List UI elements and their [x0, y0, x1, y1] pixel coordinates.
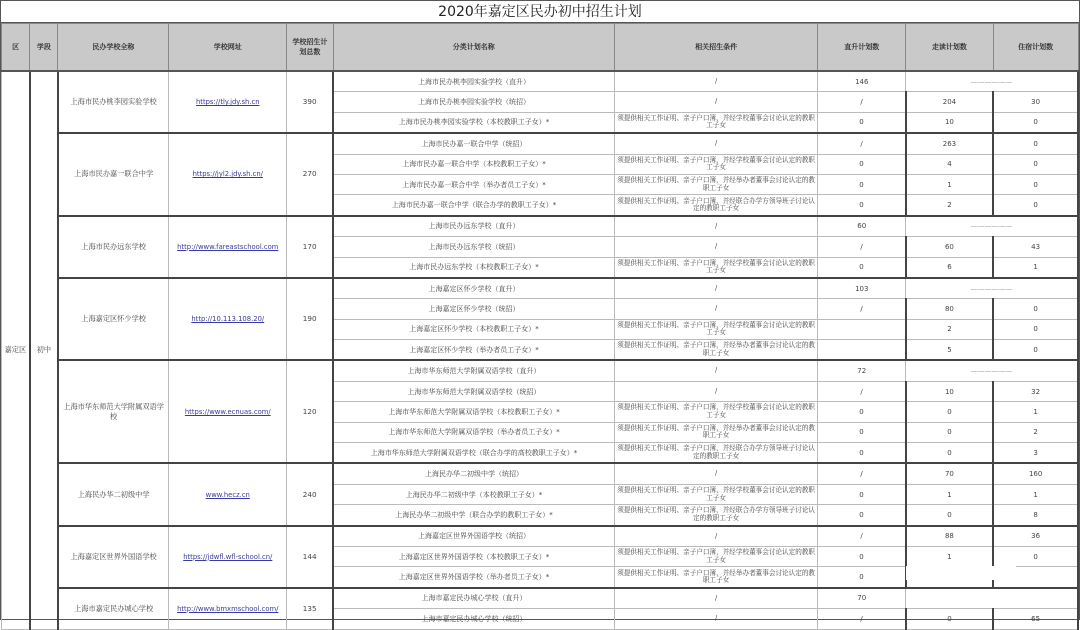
plan-name: 上海市民办远东学校（本校教职工子女）*: [333, 257, 614, 278]
plan-conditions: 须提供相关工作证明、亲子户口簿，并经学校董事会讨论认定的教职工子女: [614, 154, 818, 174]
day-count: 2: [906, 319, 994, 339]
plan-name: 上海市嘉定民办城心学校（统招）: [333, 609, 614, 629]
day-count: 0: [906, 443, 994, 464]
school-website-link[interactable]: http://www.bmxmschool.com/: [169, 588, 287, 629]
boarding-count: 0: [993, 340, 1078, 361]
boarding-count: 0: [993, 174, 1078, 194]
boarding-count: 160: [993, 463, 1078, 484]
plan-conditions: 须提供相关工作证明、亲子户口簿，并经举办者董事会讨论认定的教职工子女: [614, 340, 818, 361]
school-name: 上海嘉定区怀少学校: [58, 278, 169, 361]
plan-conditions: 须提供相关工作证明、亲子户口簿，并经学校董事会讨论认定的教职工子女: [614, 319, 818, 339]
direct-count: 70: [818, 588, 906, 609]
direct-count: /: [818, 609, 906, 629]
school-website-link[interactable]: https://www.ecnuas.com/: [169, 360, 287, 463]
plan-conditions: 须提供相关工作证明、亲子户口簿，并经学校董事会讨论认定的教职工子女: [614, 546, 818, 566]
table-row: [2, 71, 1079, 92]
plan-conditions: 须提供相关工作证明、亲子户口簿，并经学校董事会讨论认定的教职工子女: [614, 257, 818, 278]
boarding-count: 36: [993, 526, 1078, 547]
plan-conditions: 须提供相关工作证明、亲子户口簿，并经学校董事会讨论认定的教职工子女: [614, 484, 818, 504]
header-total: 学校招生计划总数: [287, 24, 333, 72]
day-count: 263: [906, 133, 994, 154]
plan-conditions: /: [614, 133, 818, 154]
school-website-link[interactable]: http://10.113.108.20/: [169, 278, 287, 361]
day-count: 0: [906, 422, 994, 442]
direct-count: 0: [818, 195, 906, 216]
direct-count: /: [818, 526, 906, 547]
plan-name: 上海市民办嘉一联合中学（举办者员工子女）*: [333, 174, 614, 194]
plan-name: 上海市民办远东学校（统招）: [333, 237, 614, 257]
day-count: 0: [906, 609, 994, 629]
plan-name: 上海嘉定区怀少学校（本校教职工子女）*: [333, 319, 614, 339]
header-day: 走读计划数: [906, 24, 994, 72]
direct-count: /: [818, 92, 906, 112]
school-name: 上海市华东师范大学附属双语学校: [58, 360, 169, 463]
table-row: [2, 278, 1079, 299]
direct-count: /: [818, 133, 906, 154]
table-row: [2, 526, 1079, 547]
day-count: 10: [906, 112, 994, 133]
table-body: [2, 71, 1079, 629]
school-name: 上海市民办桃李园实验学校: [58, 71, 169, 133]
direct-count: 60: [818, 216, 906, 237]
header-category: 分类计划名称: [333, 24, 614, 72]
table-row: [2, 133, 1079, 154]
enrollment-table: [1, 23, 1079, 630]
school-name: 上海市民办远东学校: [58, 216, 169, 278]
plan-conditions: 须提供相关工作证明、亲子户口簿，并经联合办学方领导班子讨论认定的教职工子女: [614, 443, 818, 464]
plan-conditions: /: [614, 609, 818, 629]
table-row: [2, 588, 1079, 609]
header-website: 学校网址: [169, 24, 287, 72]
day-boarding-merged: ——————: [906, 278, 1078, 299]
plan-conditions: /: [614, 381, 818, 401]
boarding-count: 43: [993, 237, 1078, 257]
day-count: 1: [906, 546, 994, 566]
plan-conditions: 须提供相关工作证明、亲子户口簿，并经学校董事会讨论认定的教职工子女: [614, 112, 818, 133]
day-count: 1: [906, 174, 994, 194]
boarding-count: 2: [993, 422, 1078, 442]
school-name: 上海嘉定区世界外国语学校: [58, 526, 169, 588]
day-count: 70: [906, 463, 994, 484]
plan-name: 上海市民办嘉一联合中学（本校教职工子女）*: [333, 154, 614, 174]
school-total: 190: [287, 278, 333, 361]
boarding-count: 8: [993, 505, 1078, 526]
boarding-count: 0: [993, 133, 1078, 154]
day-count: 0: [906, 402, 994, 422]
plan-name: 上海市民办嘉一联合中学（统招）: [333, 133, 614, 154]
plan-conditions: 须提供相关工作证明、亲子户口簿，并经举办者董事会讨论认定的教职工子女: [614, 174, 818, 194]
direct-count: /: [818, 299, 906, 319]
table-row: [2, 216, 1079, 237]
day-count: 60: [906, 237, 994, 257]
plan-name: 上海市华东师范大学附属双语学校（统招）: [333, 381, 614, 401]
plan-conditions: /: [614, 216, 818, 237]
boarding-count: 65: [993, 609, 1078, 629]
table-row: [2, 360, 1079, 381]
boarding-count: 3: [993, 443, 1078, 464]
plan-name: 上海市民办桃李园实验学校（直升）: [333, 71, 614, 92]
boarding-count: 32: [993, 381, 1078, 401]
plan-conditions: /: [614, 92, 818, 112]
table-row: [2, 463, 1079, 484]
boarding-count: 0: [993, 546, 1078, 566]
stage-cell: 初中: [30, 71, 58, 629]
header-conditions: 相关招生条件: [614, 24, 818, 72]
school-total: 144: [287, 526, 333, 588]
boarding-count: 1: [993, 402, 1078, 422]
plan-name: 上海民办华二初级中学（统招）: [333, 463, 614, 484]
plan-name: 上海嘉定区世界外国语学校（举办者员工子女）*: [333, 567, 614, 588]
school-total: 390: [287, 71, 333, 133]
direct-count: 103: [818, 278, 906, 299]
day-boarding-merged: [906, 588, 1078, 609]
plan-name: 上海市华东师范大学附属双语学校（联合办学的高校教职工子女）*: [333, 443, 614, 464]
plan-conditions: 须提供相关工作证明、亲子户口簿，并经学校董事会讨论认定的教职工子女: [614, 402, 818, 422]
boarding-count: 0: [993, 112, 1078, 133]
plan-conditions: /: [614, 71, 818, 92]
boarding-count: 0: [993, 319, 1078, 339]
plan-name: 上海民办华二初级中学（联合办学的教职工子女）*: [333, 505, 614, 526]
plan-conditions: /: [614, 588, 818, 609]
header-school-name: 民办学校全称: [58, 24, 169, 72]
day-count: 10: [906, 381, 994, 401]
school-total: 135: [287, 588, 333, 629]
school-website-link[interactable]: http://www.fareastschool.com: [169, 216, 287, 278]
boarding-count: 0: [993, 154, 1078, 174]
school-total: 170: [287, 216, 333, 278]
direct-count: 146: [818, 71, 906, 92]
direct-count: 0: [818, 422, 906, 442]
day-boarding-merged: ——————: [906, 71, 1078, 92]
day-count: 88: [906, 526, 994, 547]
day-count: 0: [906, 505, 994, 526]
plan-name: 上海民办华二初级中学（本校教职工子女）*: [333, 484, 614, 504]
school-name: 上海市嘉定民办城心学校: [58, 588, 169, 629]
school-name: 上海民办华二初级中学: [58, 463, 169, 525]
day-count: 4: [906, 154, 994, 174]
direct-count: [818, 319, 906, 339]
day-count: 1: [906, 484, 994, 504]
plan-conditions: /: [614, 299, 818, 319]
plan-name: 上海市民办桃李园实验学校（统招）: [333, 92, 614, 112]
school-website-link[interactable]: https://tly.jdy.sh.cn: [169, 71, 287, 133]
boarding-count: 0: [993, 195, 1078, 216]
day-count: 80: [906, 299, 994, 319]
table-header: [2, 24, 1079, 72]
school-website-link[interactable]: www.hecz.cn: [169, 463, 287, 525]
plan-name: 上海市华东师范大学附属双语学校（本校教职工子女）*: [333, 402, 614, 422]
plan-conditions: 须提供相关工作证明、亲子户口簿，并经举办者董事会讨论认定的教职工子女: [614, 422, 818, 442]
direct-count: 0: [818, 505, 906, 526]
page-title: 2020年嘉定区民办初中招生计划: [1, 1, 1079, 23]
day-count: 5: [906, 340, 994, 361]
plan-name: 上海市嘉定民办城心学校（直升）: [333, 588, 614, 609]
header-stage: 学段: [30, 24, 58, 72]
boarding-count: 0: [993, 299, 1078, 319]
direct-count: 0: [818, 154, 906, 174]
header-direct: 直升计划数: [818, 24, 906, 72]
header-district: 区: [2, 24, 30, 72]
boarding-count: 1: [993, 257, 1078, 278]
plan-conditions: 须提供相关工作证明、亲子户口簿，并经举办者董事会讨论认定的教职工子女: [614, 567, 818, 588]
school-total: 120: [287, 360, 333, 463]
plan-conditions: /: [614, 237, 818, 257]
boarding-count: 1: [993, 484, 1078, 504]
day-count: 204: [906, 92, 994, 112]
boarding-count: 30: [993, 92, 1078, 112]
plan-name: 上海市民办嘉一联合中学（联合办学的教职工子女）*: [333, 195, 614, 216]
plan-name: 上海嘉定区世界外国语学校（统招）: [333, 526, 614, 547]
day-count: 6: [906, 257, 994, 278]
header-boarding: 住宿计划数: [993, 24, 1078, 72]
school-website-link[interactable]: https://jdwfl.wfl-school.cn/: [169, 526, 287, 588]
plan-name: 上海嘉定区怀少学校（举办者员工子女）*: [333, 340, 614, 361]
school-name: 上海市民办嘉一联合中学: [58, 133, 169, 216]
school-website-link[interactable]: https://jyl2.jdy.sh.cn/: [169, 133, 287, 216]
plan-conditions: 须提供相关工作证明、亲子户口簿，并经联合办学方领导班子讨论认定的教职工子女: [614, 505, 818, 526]
day-count: 2: [906, 195, 994, 216]
direct-count: /: [818, 237, 906, 257]
school-total: 240: [287, 463, 333, 525]
direct-count: 0: [818, 567, 906, 588]
district-cell: 嘉定区: [2, 71, 30, 629]
day-boarding-merged: ——————: [906, 360, 1078, 381]
plan-name: 上海嘉定区怀少学校（统招）: [333, 299, 614, 319]
direct-count: /: [818, 463, 906, 484]
plan-conditions: /: [614, 360, 818, 381]
plan-name: 上海嘉定区世界外国语学校（本校教职工子女）*: [333, 546, 614, 566]
plan-name: 上海市华东师范大学附属双语学校（直升）: [333, 360, 614, 381]
plan-name: 上海市民办远东学校（直升）: [333, 216, 614, 237]
plan-conditions: /: [614, 278, 818, 299]
direct-count: 0: [818, 484, 906, 504]
direct-count: /: [818, 381, 906, 401]
day-boarding-merged: ——————: [906, 216, 1078, 237]
direct-count: 72: [818, 360, 906, 381]
direct-count: 0: [818, 402, 906, 422]
plan-name: 上海市华东师范大学附属双语学校（举办者员工子女）*: [333, 422, 614, 442]
plan-name: 上海市民办桃李园实验学校（本校教职工子女）*: [333, 112, 614, 133]
plan-conditions: 须提供相关工作证明、亲子户口簿，并经联合办学方领导班子讨论认定的教职工子女: [614, 195, 818, 216]
direct-count: 0: [818, 257, 906, 278]
direct-count: [818, 340, 906, 361]
image-artifact: [906, 566, 1016, 580]
plan-conditions: /: [614, 463, 818, 484]
direct-count: 0: [818, 443, 906, 464]
plan-name: 上海嘉定区怀少学校（直升）: [333, 278, 614, 299]
direct-count: 0: [818, 112, 906, 133]
direct-count: 0: [818, 174, 906, 194]
plan-conditions: /: [614, 526, 818, 547]
direct-count: 0: [818, 546, 906, 566]
school-total: 270: [287, 133, 333, 216]
